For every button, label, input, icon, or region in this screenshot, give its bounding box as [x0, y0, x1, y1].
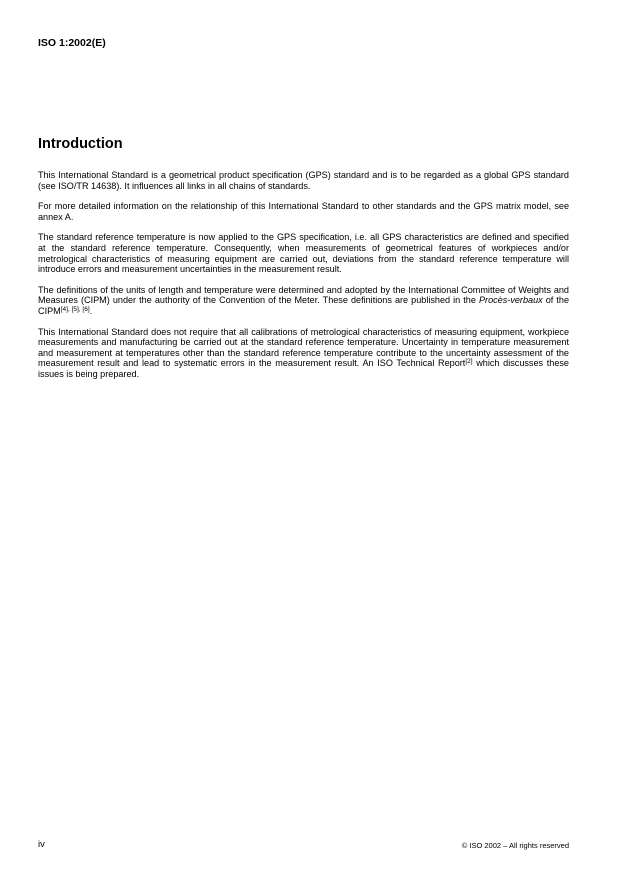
proces-verbaux-italic: Procès-verbaux [478, 295, 543, 306]
paragraph-4-text-b: of the CIPM [38, 295, 570, 316]
paragraph-5-text-a: This International Standard does not require that all calibrations of metrological characteristics of measuring equipment, workpiece measurements and manufacturing be carried out at the standard reference temperature. Uncertainty in temperature measurement and measurement at temperatures other than the standard reference temperature contribute to the uncertainty assessment of the measurement result and lead to systematic errors in the measurement result. An ISO Technical Report [38, 326, 569, 369]
section-title: Introduction [38, 136, 123, 152]
page-number: iv [38, 839, 45, 850]
paragraph-3: The standard reference temperature is now applied to the GPS specification, i.e. all GPS characteristics are defined and specified at the standard reference temperature. Consequently, when measurements of geometrical features of workpieces and/or metrological characteristics of measuring equipment are carried out, deviations from the standard reference temperature will introduce errors and measurement uncertainties in the measurement result. [38, 232, 569, 275]
reference-citation: [4], [5], [6] [60, 305, 90, 313]
paragraph-4 [38, 285, 569, 317]
document-id-header: ISO 1:2002(E) [38, 37, 106, 49]
introduction-body [38, 170, 569, 390]
paragraph-5-text-b: which discusses these issues is being prepared. [38, 358, 569, 379]
reference-citation: [2] [465, 358, 473, 366]
paragraph-5 [38, 327, 569, 380]
paragraph-4-text-a: The definitions of the units of length and temperature were determined and adopted by the International Committee of Weights and Measures (CIPM) under the authority of the Convention of the Meter. These definitions are published in the [38, 284, 569, 306]
paragraph-4-text-c: . [89, 305, 93, 316]
copyright-notice: © ISO 2002 – All rights reserved [461, 841, 569, 850]
paragraph-2: For more detailed information on the relationship of this International Standard to other standards and the GPS matrix model, see annex A. [38, 201, 569, 222]
paragraph-1: This International Standard is a geometrical product specification (GPS) standard and is to be regarded as a global GPS standard (see ISO/TR 14638). It influences all links in all chains of standards. [38, 170, 569, 191]
